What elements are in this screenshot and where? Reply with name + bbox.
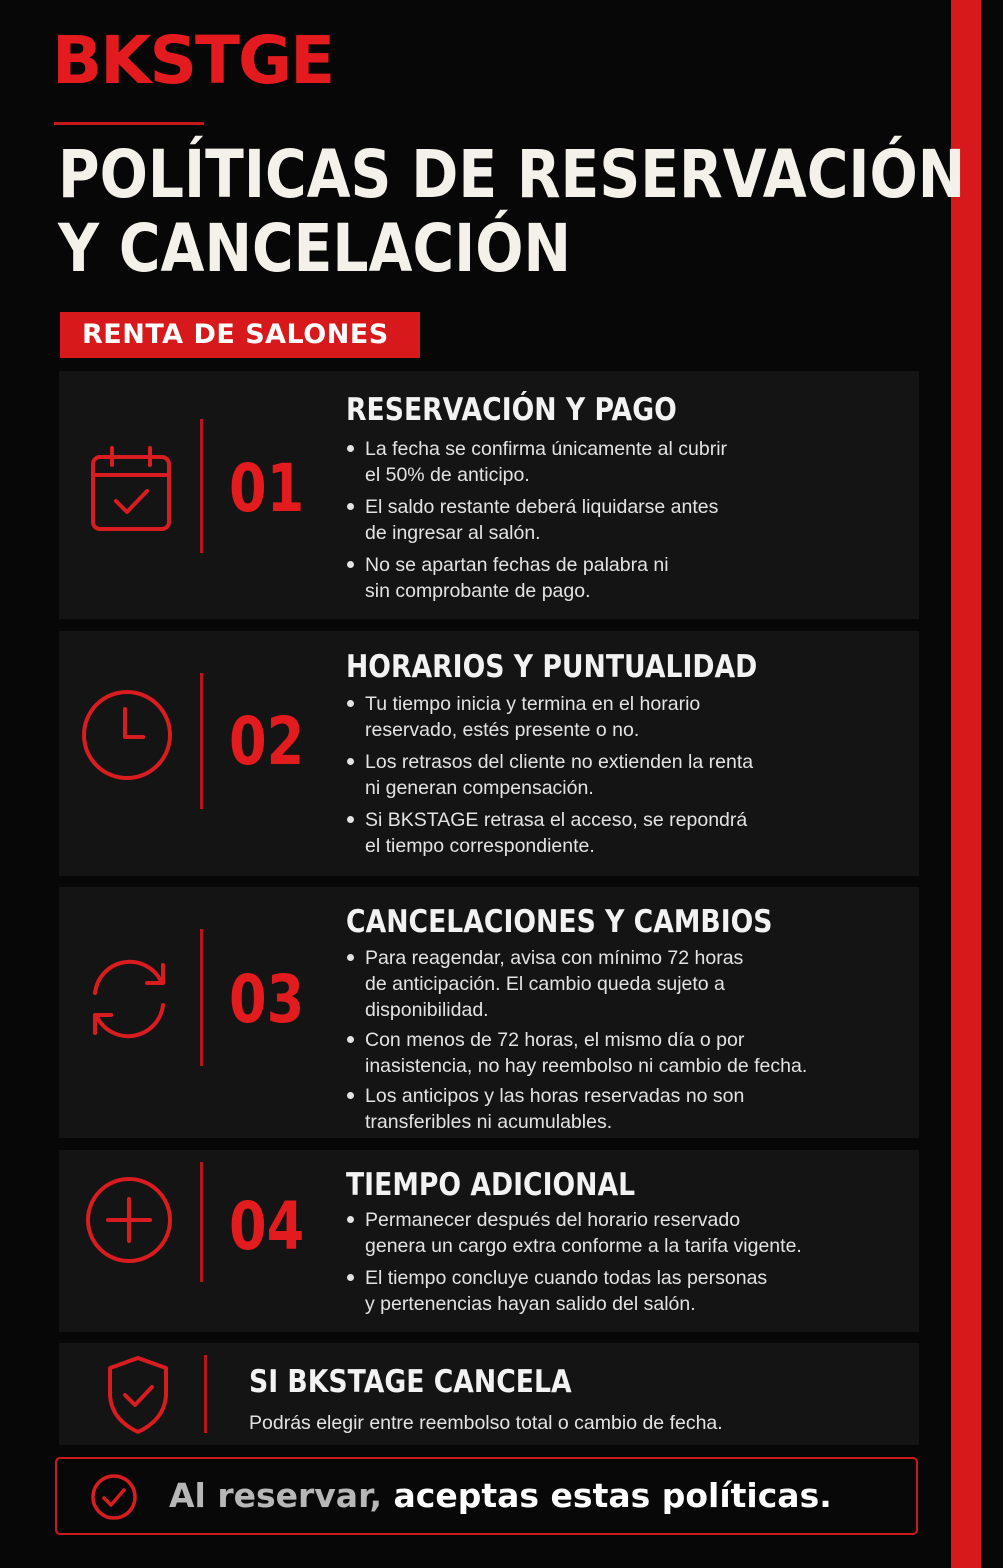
policy-list [346,436,846,610]
page-title-line-1: POLÍTICAS DE RESERVACIÓN [58,136,966,213]
policy-list [346,945,866,1141]
acceptance-banner [55,1457,918,1535]
card-divider [204,1355,207,1433]
policy-item: Permanecer después del horario reservado genera un cargo extra conforme a la tarifa vigente. [346,1207,866,1259]
policy-list [346,691,846,865]
section-number: 02 [229,703,305,780]
section-heading: TIEMPO ADICIONAL [346,1167,636,1203]
card-divider [200,673,203,809]
policy-item: No se apartan fechas de palabra ni sin comprobante de pago. [346,552,846,604]
policy-card-extra-time [59,1150,919,1332]
acceptance-text-lead: Al reservar, [169,1476,383,1515]
card-divider [200,1162,203,1282]
brand-divider [54,122,204,125]
section-tag: RENTA DE SALONES [60,312,420,358]
check-circle-icon [90,1473,138,1521]
policy-item: Si BKSTAGE retrasa el acceso, se repondrá el tiempo correspondiente. [346,807,846,859]
guarantee-card [59,1343,919,1445]
acceptance-text-main: aceptas estas políticas. [382,1476,832,1515]
acceptance-text [169,1476,832,1515]
guarantee-text: Podrás elegir entre reembolso total o cambio de fecha. [249,1412,723,1434]
brand-logo: BKSTGE [52,22,334,99]
section-number: 03 [229,961,305,1038]
page-title [58,136,966,287]
section-heading: RESERVACIÓN Y PAGO [346,392,677,428]
policy-item: El saldo restante deberá liquidarse antes de ingresar al salón. [346,494,846,546]
policy-card-cancellations [59,887,919,1138]
clock-icon [79,687,175,783]
guarantee-heading: SI BKSTAGE CANCELA [249,1364,572,1400]
policy-item: La fecha se confirma únicamente al cubrir el 50% de anticipo. [346,436,846,488]
policy-item: Con menos de 72 horas, el mismo día o por inasistencia, no hay reembolso ni cambio de fecha. [346,1027,866,1079]
section-heading: HORARIOS Y PUNTUALIDAD [346,649,758,685]
policy-item: Para reagendar, avisa con mínimo 72 horas de anticipación. El cambio queda sujeto a disponibilidad. [346,945,866,1023]
policy-item: El tiempo concluye cuando todas las personas y pertenencias hayan salido del salón. [346,1265,866,1317]
refresh-icon [81,951,177,1047]
page-title-line-2: Y CANCELACIÓN [58,210,572,287]
policy-item: Tu tiempo inicia y termina en el horario reservado, estés presente o no. [346,691,846,743]
calendar-check-icon [85,443,177,535]
policy-item: Los retrasos del cliente no extienden la renta ni generan compensación. [346,749,846,801]
policy-item: Los anticipos y las horas reservadas no son transferibles ni acumulables. [346,1083,866,1135]
policy-card-schedule [59,631,919,876]
policy-card-reservation [59,371,919,619]
accent-stripe [951,0,981,1568]
section-heading: CANCELACIONES Y CAMBIOS [346,904,773,940]
section-number: 04 [229,1188,305,1265]
plus-circle-icon [83,1174,175,1266]
card-divider [200,419,203,553]
policy-list [346,1207,866,1323]
shield-check-icon [103,1353,173,1437]
section-number: 01 [229,450,305,527]
card-divider [200,929,203,1066]
